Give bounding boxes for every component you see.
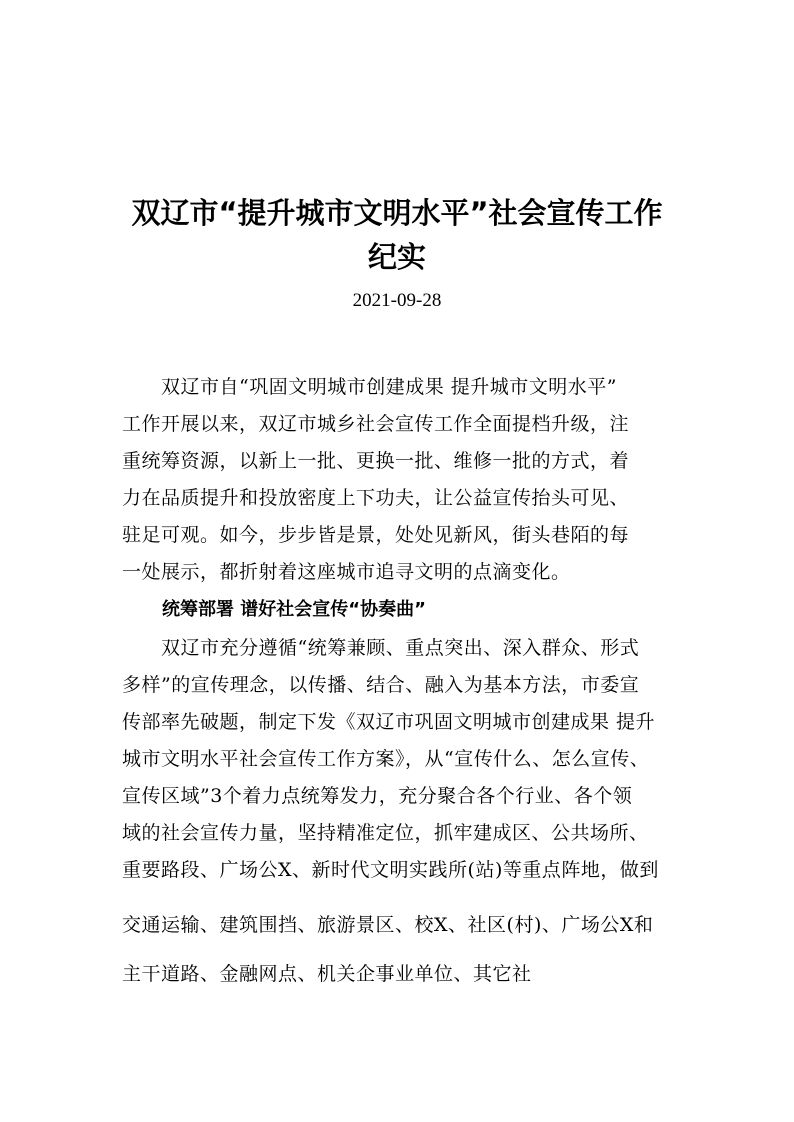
paragraph-line: 一处展示，都折射着这座城市追寻文明的点滴变化。 (122, 561, 571, 583)
paragraph-line: 重统筹资源，以新上一批、更换一批、维修一批的方式，着 (122, 450, 630, 472)
paragraph-line: 城市文明水平社会宣传工作方案》，从“宣传什么、怎么宣传、 (122, 748, 650, 770)
document-title-line-1: 双辽市“提升城市文明水平”社会宣传工作 (131, 196, 663, 230)
paragraph-line: 传部率先破题，制定下发《双辽市巩固文明城市创建成果 提升 (122, 711, 656, 733)
paragraph-line: 交通运输、建筑围挡、旅游景区、校X、社区(村)、广场公X和 (122, 914, 654, 936)
paragraph-line: 双辽市充分遵循“统筹兼顾、重点突出、深入群众、形式 (122, 637, 640, 659)
paragraph-line: 重要路段、广场公X、新时代文明实践所(站)等重点阵地，做到 (122, 859, 659, 881)
paragraph-line: 多样”的宣传理念，以传播、结合、融入为基本方法，市委宣 (122, 674, 640, 696)
document-title-line-2: 纪实 (367, 240, 426, 274)
paragraph-line: 工作开展以来，双辽市城乡社会宣传工作全面提档升级，注 (122, 413, 630, 435)
paragraph-line: 驻足可观。如今，步步皆是景，处处见新风，街头巷陌的每 (122, 524, 630, 546)
paragraph-line: 宣传区域”3个着力点统筹发力，充分聚合各个行业、各个领 (122, 785, 633, 807)
section-heading: 统筹部署 谱好社会宣传“协奏曲” (162, 599, 426, 620)
paragraph-line: 力在品质提升和投放密度上下功夫，让公益宣传抬头可见、 (122, 487, 630, 509)
document-date: 2021-09-28 (352, 290, 442, 311)
paragraph-line: 双辽市自“巩固文明城市创建成果 提升城市文明水平” (122, 376, 617, 398)
paragraph-line: 域的社会宣传力量，坚持精准定位，抓牢建成区、公共场所、 (122, 822, 649, 844)
paragraph-line: 主干道路、金融网点、机关企事业单位、其它社 (122, 963, 532, 985)
